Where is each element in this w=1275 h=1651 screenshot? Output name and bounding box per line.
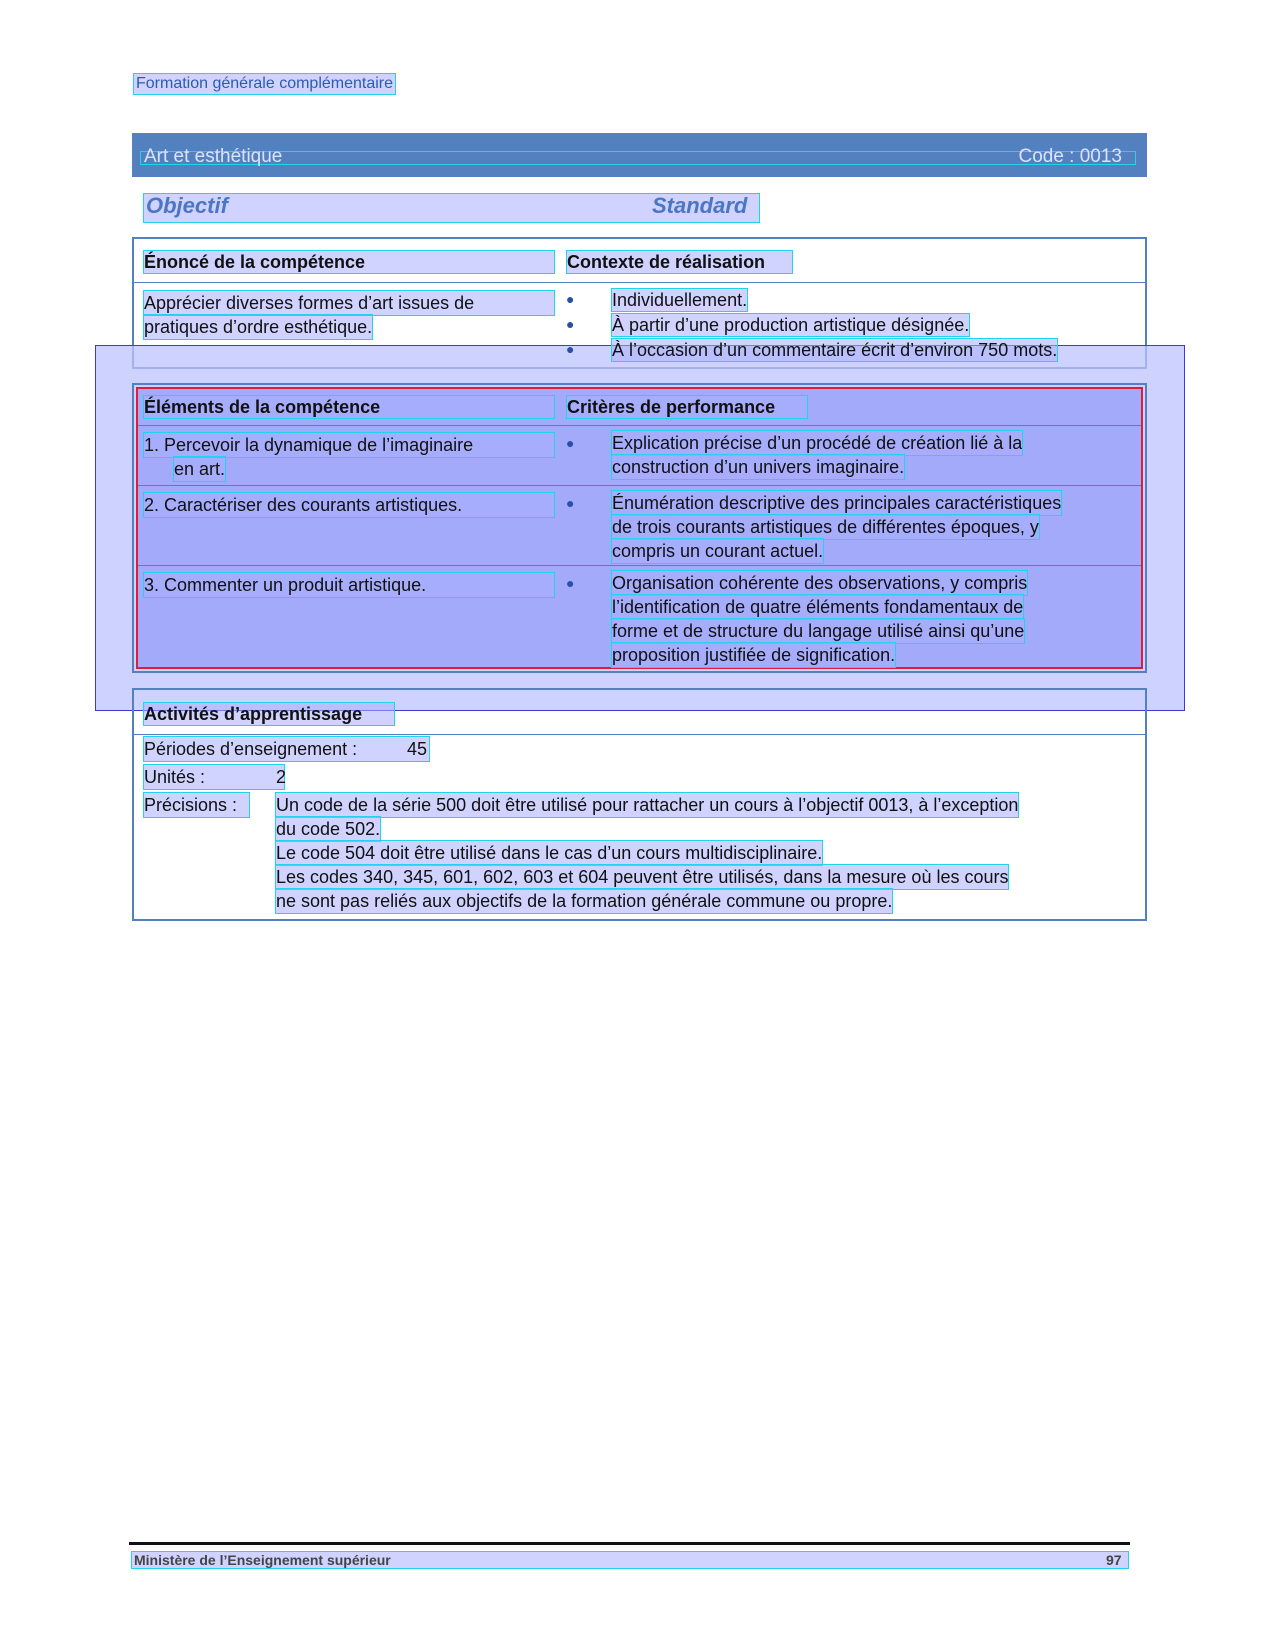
element-line: 1. Percevoir la dynamique de l’imaginaire <box>144 433 554 457</box>
precision-line: Le code 504 doit être utilisé dans le cas d’un cours multidisciplinaire. <box>276 843 823 863</box>
divider <box>134 282 1145 283</box>
element-line: en art. <box>174 459 226 479</box>
title-highlight <box>141 152 1135 164</box>
critere-item <box>612 491 1127 563</box>
critere-line: Organisation cohérente des observations, y compris <box>612 573 1028 593</box>
critere-line: Énumération descriptive des principales caractéristiques <box>612 493 1062 513</box>
contexte-item: Individuellement. <box>612 290 748 310</box>
critere-line: compris un courant actuel. <box>612 541 824 561</box>
element-line: 3. Commenter un produit artistique. <box>144 573 554 597</box>
enonce-heading: Énoncé de la compétence <box>144 251 554 273</box>
subject-title: Art et esthétique <box>144 146 283 167</box>
divider <box>138 565 1141 566</box>
divider <box>138 425 1141 426</box>
contexte-item: À l’occasion d’un commentaire écrit d’environ 750 mots. <box>612 340 1058 360</box>
running-header: Formation générale complémentaire <box>136 75 394 92</box>
contexte-heading: Contexte de réalisation <box>567 251 792 273</box>
critere-line: forme et de structure du langage utilisé ainsi qu’une <box>612 621 1025 641</box>
objectif-label: Objectif <box>146 193 228 218</box>
bullet-icon: ● <box>566 435 575 451</box>
contexte-item: À partir d’une production artistique désignée. <box>612 315 970 335</box>
element-line: 2. Caractériser des courants artistiques. <box>144 493 554 517</box>
divider <box>138 485 1141 486</box>
bullet-icon: ● <box>566 316 575 332</box>
bullet-icon: ● <box>566 575 575 591</box>
critere-item <box>612 571 1127 667</box>
unites-label: Unités : <box>144 765 284 789</box>
critere-line: construction d’un univers imaginaire. <box>612 457 905 477</box>
periodes-value: 45 <box>407 739 428 759</box>
critere-line: de trois courants artistiques de différentes époques, y <box>612 517 1039 537</box>
critere-item <box>612 431 1127 479</box>
critere-line: l’identification de quatre éléments fondamentaux de <box>612 597 1024 617</box>
unites-value: 2 <box>276 767 287 787</box>
page-number: 97 <box>1106 1552 1122 1568</box>
enonce-line: pratiques d’ordre esthétique. <box>144 317 373 337</box>
activites-heading: Activités d’apprentissage <box>144 703 394 725</box>
enonce-text <box>144 291 554 339</box>
footer-ministry: Ministère de l’Enseignement supérieur <box>134 1552 391 1568</box>
criteres-heading: Critères de performance <box>567 396 807 418</box>
divider <box>134 734 1145 735</box>
precisions-label: Précisions : <box>144 793 249 817</box>
standard-label: Standard <box>652 193 748 218</box>
element-item <box>144 493 554 517</box>
critere-line: proposition justifiée de signification. <box>612 645 896 665</box>
periodes-label: Périodes d’enseignement : <box>144 737 429 761</box>
precision-line: Un code de la série 500 doit être utilisé pour rattacher un cours à l’objectif 0013, à l’exception <box>276 795 1019 815</box>
bullet-icon: ● <box>566 291 575 307</box>
bullet-icon: ● <box>566 341 575 357</box>
precision-line: ne sont pas reliés aux objectifs de la formation générale commune ou propre. <box>276 891 893 911</box>
precision-line: du code 502. <box>276 819 381 839</box>
element-item <box>144 433 554 481</box>
bullet-icon: ● <box>566 495 575 511</box>
objective-code: Code : 0013 <box>1018 146 1122 167</box>
precision-line: Les codes 340, 345, 601, 602, 603 et 604 peuvent être utilisés, dans la mesure où les cours <box>276 867 1009 887</box>
critere-line: Explication précise d’un procédé de création lié à la <box>612 433 1023 453</box>
enonce-line: Apprécier diverses formes d’art issues de <box>144 291 554 315</box>
precisions-text <box>276 793 1131 913</box>
footer-rule <box>129 1542 1130 1545</box>
element-item <box>144 573 554 597</box>
elements-heading: Éléments de la compétence <box>144 396 554 418</box>
